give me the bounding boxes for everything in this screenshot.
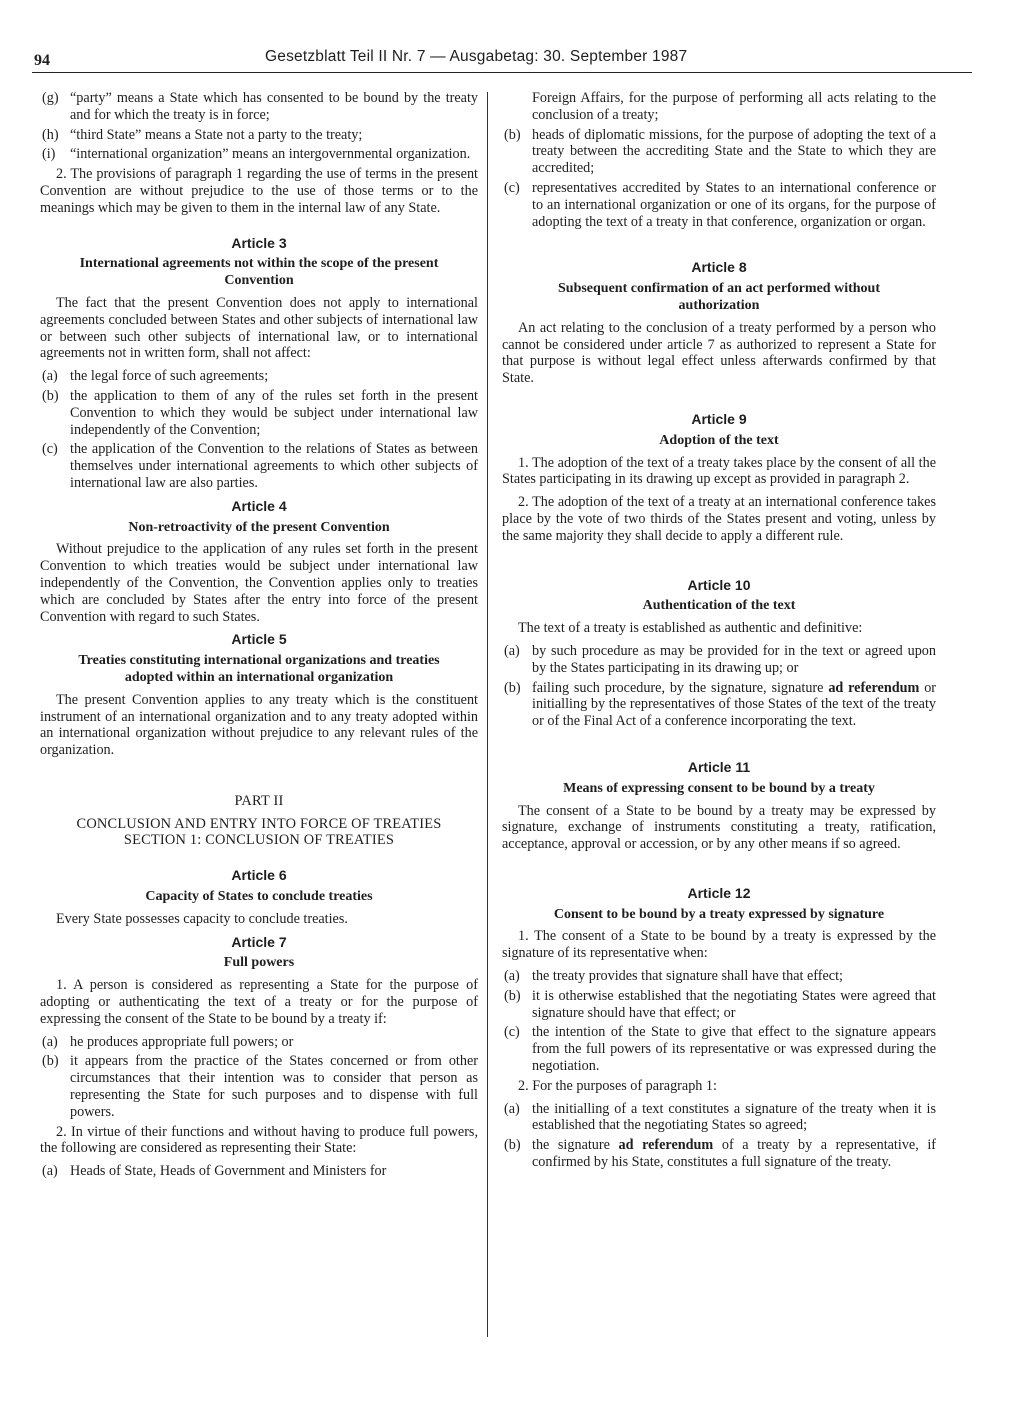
item-text [532, 1137, 936, 1171]
paragraph: 2. In virtue of their functions and without having to produce full powers, the following are considered as representing their State: [40, 1123, 478, 1157]
item-label: (b) [42, 1053, 59, 1070]
article-heading: Article 3 [231, 234, 287, 251]
article-heading: Article 7 [231, 933, 287, 950]
article-title: Authentication of the text [642, 598, 796, 614]
section-title: SECTION 1: CONCLUSION OF TREATIES [123, 832, 395, 849]
article-title: International agreements not within the scope of the present Convention [79, 256, 439, 289]
definition-item [40, 146, 478, 163]
paragraph: 1. A person is considered as representing a State for the purpose of adopting or authenticating the text of a treaty or for the purpose of expressing the consent of the State to be bound by a treaty if: [40, 977, 478, 1027]
article-heading: Article 9 [691, 410, 747, 427]
paragraph: Every State possesses capacity to conclude treaties. [56, 910, 348, 927]
list-item [502, 643, 936, 677]
item-text: heads of diplomatic missions, for the purpose of adopting the text of a treaty between the accrediting State and the State to which they are accredited; [532, 126, 936, 177]
paragraph: The text of a treaty is established as authentic and definitive: [518, 620, 863, 637]
emphasis-text: ad referendum [828, 679, 920, 696]
item-label: (a) [42, 1033, 58, 1050]
item-text: “third State” means a State not a party to the treaty; [70, 126, 363, 143]
text-run: of a treaty by a representative, if confirmed by his State, constitutes a full signature of the treaty. [532, 1137, 937, 1171]
item-label: (b) [42, 387, 59, 404]
list-item [502, 1101, 936, 1135]
page-number: 94 [34, 52, 50, 69]
item-text: the initialling of a text constitutes a signature of the treaty when it is established that the negotiating States so agreed; [532, 1100, 936, 1134]
article-heading: Article 10 [687, 576, 751, 593]
left-column [40, 90, 478, 1183]
item-text [532, 680, 936, 730]
item-label: (b) [504, 1137, 521, 1154]
article-title: Capacity of States to conclude treaties [145, 889, 373, 905]
item-label: (a) [504, 968, 520, 985]
page-header [32, 46, 972, 73]
item-label: (a) [504, 1100, 520, 1117]
paragraph: 2. The adoption of the text of a treaty at an international conference takes place by the vote of two thirds of the States present and voting, unless by the same majority they shall decide to apply a different rule. [502, 494, 936, 544]
list-item [502, 1024, 936, 1074]
item-text: “party” means a State which has consented to be bound by the treaty and for which the treaty is in force; [70, 90, 478, 123]
definition-item [40, 127, 478, 144]
item-label: (b) [504, 679, 521, 696]
column-divider [487, 92, 488, 1337]
item-label: (c) [504, 179, 520, 196]
list-item [502, 968, 936, 985]
item-label: (a) [42, 368, 58, 385]
item-label: (a) [504, 642, 520, 659]
item-label: (b) [504, 987, 521, 1004]
list-item [502, 988, 936, 1022]
text-run: the signature [532, 1137, 619, 1154]
article-title: Treaties constituting international organizations and treaties adopted within an international organization [78, 653, 440, 685]
item-text: Heads of State, Heads of Government and Ministers for [70, 1163, 387, 1180]
list-item [502, 680, 936, 730]
item-text: “international organization” means an intergovernmental organization. [70, 146, 471, 163]
item-text: the application of the Convention to the relations of States as between themselves under international agreements to which other subjects of international law are also parties. [70, 441, 478, 491]
item-text: the legal force of such agreements; [70, 368, 269, 385]
paragraph: 1. The consent of a State to be bound by a treaty is expressed by the signature of its representative when: [502, 928, 936, 962]
article-title: Adoption of the text [659, 432, 779, 448]
list-item [502, 180, 936, 230]
article-title: Full powers [223, 955, 295, 971]
text-run: failing such procedure, by the signature, signature [532, 679, 829, 696]
article-title: Subsequent confirmation of an act performed without authorization [558, 281, 880, 313]
list-item [502, 1137, 936, 1171]
item-label: (c) [504, 1024, 520, 1041]
item-text: the treaty provides that signature shall have that effect; [532, 968, 843, 985]
list-item [40, 1053, 478, 1120]
definition-item [40, 90, 478, 124]
list-item [40, 441, 478, 491]
item-label: (c) [42, 441, 58, 458]
item-text: the intention of the State to give that effect to the signature appears from the full powers of its representative or was expressed during the negotiation. [532, 1024, 936, 1075]
item-text: it is otherwise established that the negotiating States were agreed that signature should have that effect; or [532, 987, 936, 1021]
right-column [502, 90, 936, 1174]
item-label: (h) [42, 126, 59, 143]
paragraph: The fact that the present Convention does not apply to international agreements concluded between States and other subjects of international law or between such other subjects of international law, or to international agreements not in written form, shall not affect: [40, 294, 478, 362]
article-heading: Article 8 [691, 259, 747, 276]
list-item-continuation [502, 90, 936, 124]
article-title: Consent to be bound by a treaty expressed by signature [553, 906, 885, 922]
paragraph: 1. The adoption of the text of a treaty takes place by the consent of all the States participating in its drawing up except as provided in paragraph 2. [502, 454, 936, 488]
article-title: Means of expressing consent to be bound by a treaty [563, 780, 875, 796]
item-label: (b) [504, 126, 521, 143]
part-title: CONCLUSION AND ENTRY INTO FORCE OF TREATIES [76, 815, 442, 832]
paragraph: The present Convention applies to any treaty which is the constituent instrument of an international organization and to any treaty adopted within an international organization without prejudice to any relevant rules of the organization. [40, 691, 478, 759]
paragraph: An act relating to the conclusion of a treaty performed by a person who cannot be considered under article 7 as authorized to represent a State for that purpose is without legal effect unless afterwards confirmed by that State. [502, 319, 936, 387]
paragraph: Without prejudice to the application of any rules set forth in the present Convention to which treaties would be subject under international law independently of the Convention, the Convention applies only to treaties which are concluded by States after the entry into force of the present Convention with regard to such States. [40, 541, 478, 625]
list-item [40, 368, 478, 385]
item-label: (i) [42, 146, 56, 163]
article-heading: Article 4 [231, 497, 287, 514]
emphasis-text: ad referendum [618, 1137, 714, 1154]
article-heading: Article 5 [231, 631, 287, 648]
article-heading: Article 11 [687, 758, 751, 775]
list-item [40, 388, 478, 438]
item-text: it appears from the practice of the States concerned or from other circumstances that their intention was to consider that person as representing the State for such purposes and to dispense with full powers. [70, 1053, 478, 1120]
item-text: he produces appropriate full powers; or [70, 1033, 294, 1050]
paragraph: 2. For the purposes of paragraph 1: [518, 1077, 717, 1094]
list-item [502, 127, 936, 177]
list-item [40, 1163, 478, 1180]
item-text: by such procedure as may be provided for in the text or agreed upon by the States participating in its drawing up; or [532, 642, 936, 676]
article-heading: Article 12 [687, 884, 751, 901]
article-title: Non-retroactivity of the present Convention [128, 519, 390, 535]
item-text: representatives accredited by States to an international conference or to an international organization or one of its organs, for the purpose of adopting the text of a treaty in that conference, organization or organ. [532, 179, 936, 230]
header-title: Gesetzblatt Teil II Nr. 7 — Ausgabetag: 30. September 1987 [265, 48, 688, 65]
item-label: (a) [42, 1163, 58, 1180]
item-label: (g) [42, 90, 59, 106]
part-heading: PART II [234, 792, 284, 809]
paragraph: 2. The provisions of paragraph 1 regarding the use of terms in the present Convention are without prejudice to the use of those terms or to the meanings which may be given to them in the internal law of any State. [40, 166, 478, 216]
list-item [40, 1034, 478, 1051]
article-heading: Article 6 [231, 867, 287, 884]
paragraph: The consent of a State to be bound by a treaty may be expressed by signature, exchange of instruments constituting a treaty, ratification, acceptance, approval or accession, or by any other means if so agreed. [502, 802, 936, 853]
text-run: or initialling by the representatives of those States of the text of the treaty or of the Final Act of a conference incorporating the text. [532, 679, 937, 730]
item-text: Foreign Affairs, for the purpose of performing all acts relating to the conclusion of a treaty; [532, 90, 936, 123]
item-text: the application to them of any of the rules set forth in the present Convention to which they would be subject under international law independently of the Convention; [70, 387, 478, 438]
